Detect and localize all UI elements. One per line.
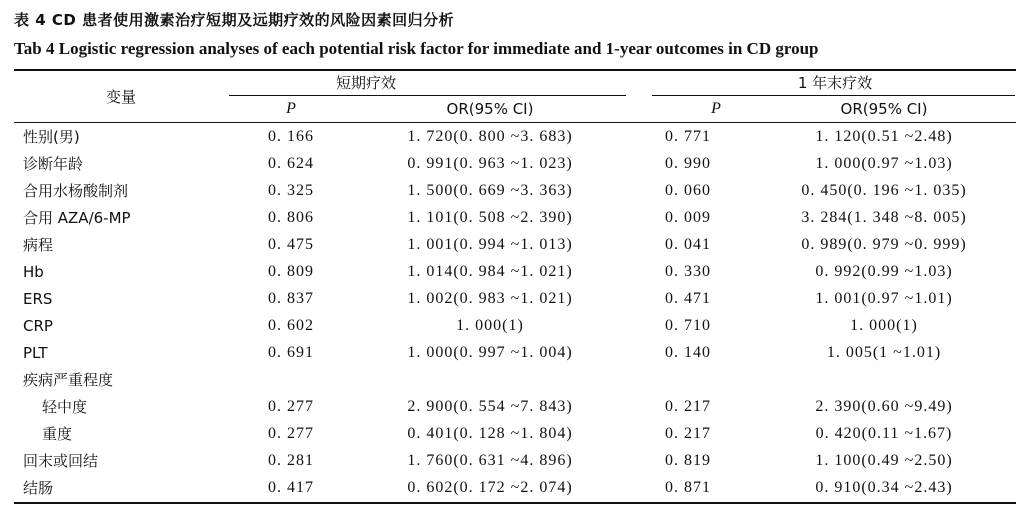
odds-ratio-year: 0. 989(0. 979 ~0. 999) <box>801 236 967 253</box>
p-value-year: 0. 009 <box>665 209 711 226</box>
p-value-year: 0. 041 <box>665 236 711 253</box>
p-value-short: 0. 837 <box>268 290 314 307</box>
row-label: 轻中度 <box>42 398 88 416</box>
row-label: 合用 AZA/6-MP <box>23 209 131 227</box>
p-header-short: P <box>286 100 296 117</box>
header-bottom-rule <box>14 122 1016 123</box>
p-value-year: 0. 990 <box>665 155 711 172</box>
row-label: 疾病严重程度 <box>23 371 114 389</box>
p-value-year: 0. 217 <box>665 398 711 415</box>
odds-ratio-short: 2. 900(0. 554 ~7. 843) <box>407 398 573 415</box>
odds-ratio-year: 0. 992(0.99 ~1.03) <box>815 263 953 280</box>
odds-ratio-short: 0. 401(0. 128 ~1. 804) <box>407 425 573 442</box>
row-label: PLT <box>23 344 48 362</box>
p-value-short: 0. 806 <box>268 209 314 226</box>
odds-ratio-short: 1. 014(0. 984 ~1. 021) <box>407 263 573 280</box>
row-label: 合用水杨酸制剂 <box>23 182 129 200</box>
or-header-short: OR(95% CI) <box>446 100 534 118</box>
p-value-short: 0. 602 <box>268 317 314 334</box>
p-value-short: 0. 277 <box>268 398 314 415</box>
p-value-short: 0. 691 <box>268 344 314 361</box>
p-value-year: 0. 471 <box>665 290 711 307</box>
row-label: 病程 <box>23 236 54 254</box>
p-value-short: 0. 166 <box>268 128 314 145</box>
p-value-short: 0. 417 <box>268 479 314 496</box>
table-caption-english: Tab 4 Logistic regression analyses of each potential risk factor for immediate and 1-year outcomes in CD group <box>14 39 819 58</box>
odds-ratio-year: 1. 001(0.97 ~1.01) <box>815 290 953 307</box>
row-label: 诊断年龄 <box>23 155 84 173</box>
table-caption-chinese: 表 4 CD 患者使用激素治疗短期及远期疗效的风险因素回归分析 <box>14 11 455 29</box>
row-label: 结肠 <box>23 479 54 497</box>
odds-ratio-year: 3. 284(1. 348 ~8. 005) <box>801 209 967 226</box>
odds-ratio-short: 1. 720(0. 800 ~3. 683) <box>407 128 573 145</box>
odds-ratio-year: 1. 000(1) <box>850 317 918 334</box>
p-value-short: 0. 809 <box>268 263 314 280</box>
odds-ratio-year: 2. 390(0.60 ~9.49) <box>815 398 953 415</box>
odds-ratio-year: 1. 100(0.49 ~2.50) <box>815 452 953 469</box>
odds-ratio-short: 1. 500(0. 669 ~3. 363) <box>407 182 573 199</box>
odds-ratio-year: 0. 420(0.11 ~1.67) <box>815 425 953 442</box>
or-header-year: OR(95% CI) <box>840 100 928 118</box>
top-rule <box>14 69 1016 71</box>
p-value-short: 0. 624 <box>268 155 314 172</box>
p-header-year: P <box>711 100 721 117</box>
short-term-header: 短期疗效 <box>335 74 397 92</box>
p-value-year: 0. 140 <box>665 344 711 361</box>
odds-ratio-short: 1. 101(0. 508 ~2. 390) <box>407 209 573 226</box>
odds-ratio-year: 0. 910(0.34 ~2.43) <box>815 479 953 496</box>
row-label: 回末或回结 <box>23 452 99 470</box>
one-year-header: 1 年末疗效 <box>797 74 873 92</box>
p-value-year: 0. 819 <box>665 452 711 469</box>
p-value-year: 0. 771 <box>665 128 711 145</box>
odds-ratio-short: 0. 602(0. 172 ~2. 074) <box>407 479 573 496</box>
p-value-year: 0. 060 <box>665 182 711 199</box>
odds-ratio-year: 0. 450(0. 196 ~1. 035) <box>801 182 967 199</box>
p-value-year: 0. 871 <box>665 479 711 496</box>
row-label: 重度 <box>42 425 73 443</box>
odds-ratio-short: 1. 002(0. 983 ~1. 021) <box>407 290 573 307</box>
p-value-short: 0. 277 <box>268 425 314 442</box>
variable-header: 变量 <box>105 88 137 106</box>
p-value-year: 0. 217 <box>665 425 711 442</box>
odds-ratio-short: 1. 000(1) <box>456 317 524 334</box>
odds-ratio-year: 1. 005(1 ~1.01) <box>826 344 942 361</box>
odds-ratio-short: 1. 000(0. 997 ~1. 004) <box>407 344 573 361</box>
row-label: CRP <box>23 317 53 335</box>
row-label: Hb <box>23 263 44 281</box>
p-value-short: 0. 475 <box>268 236 314 253</box>
p-value-year: 0. 330 <box>665 263 711 280</box>
odds-ratio-short: 0. 991(0. 963 ~1. 023) <box>407 155 573 172</box>
odds-ratio-year: 1. 120(0.51 ~2.48) <box>815 128 953 145</box>
p-value-short: 0. 325 <box>268 182 314 199</box>
odds-ratio-short: 1. 760(0. 631 ~4. 896) <box>407 452 573 469</box>
odds-ratio-short: 1. 001(0. 994 ~1. 013) <box>407 236 573 253</box>
row-label: 性别(男) <box>23 128 80 146</box>
short-term-underline <box>229 95 626 96</box>
one-year-underline <box>652 95 1015 96</box>
p-value-short: 0. 281 <box>268 452 314 469</box>
row-label: ERS <box>23 290 53 308</box>
p-value-year: 0. 710 <box>665 317 711 334</box>
bottom-rule <box>14 502 1016 504</box>
odds-ratio-year: 1. 000(0.97 ~1.03) <box>815 155 953 172</box>
